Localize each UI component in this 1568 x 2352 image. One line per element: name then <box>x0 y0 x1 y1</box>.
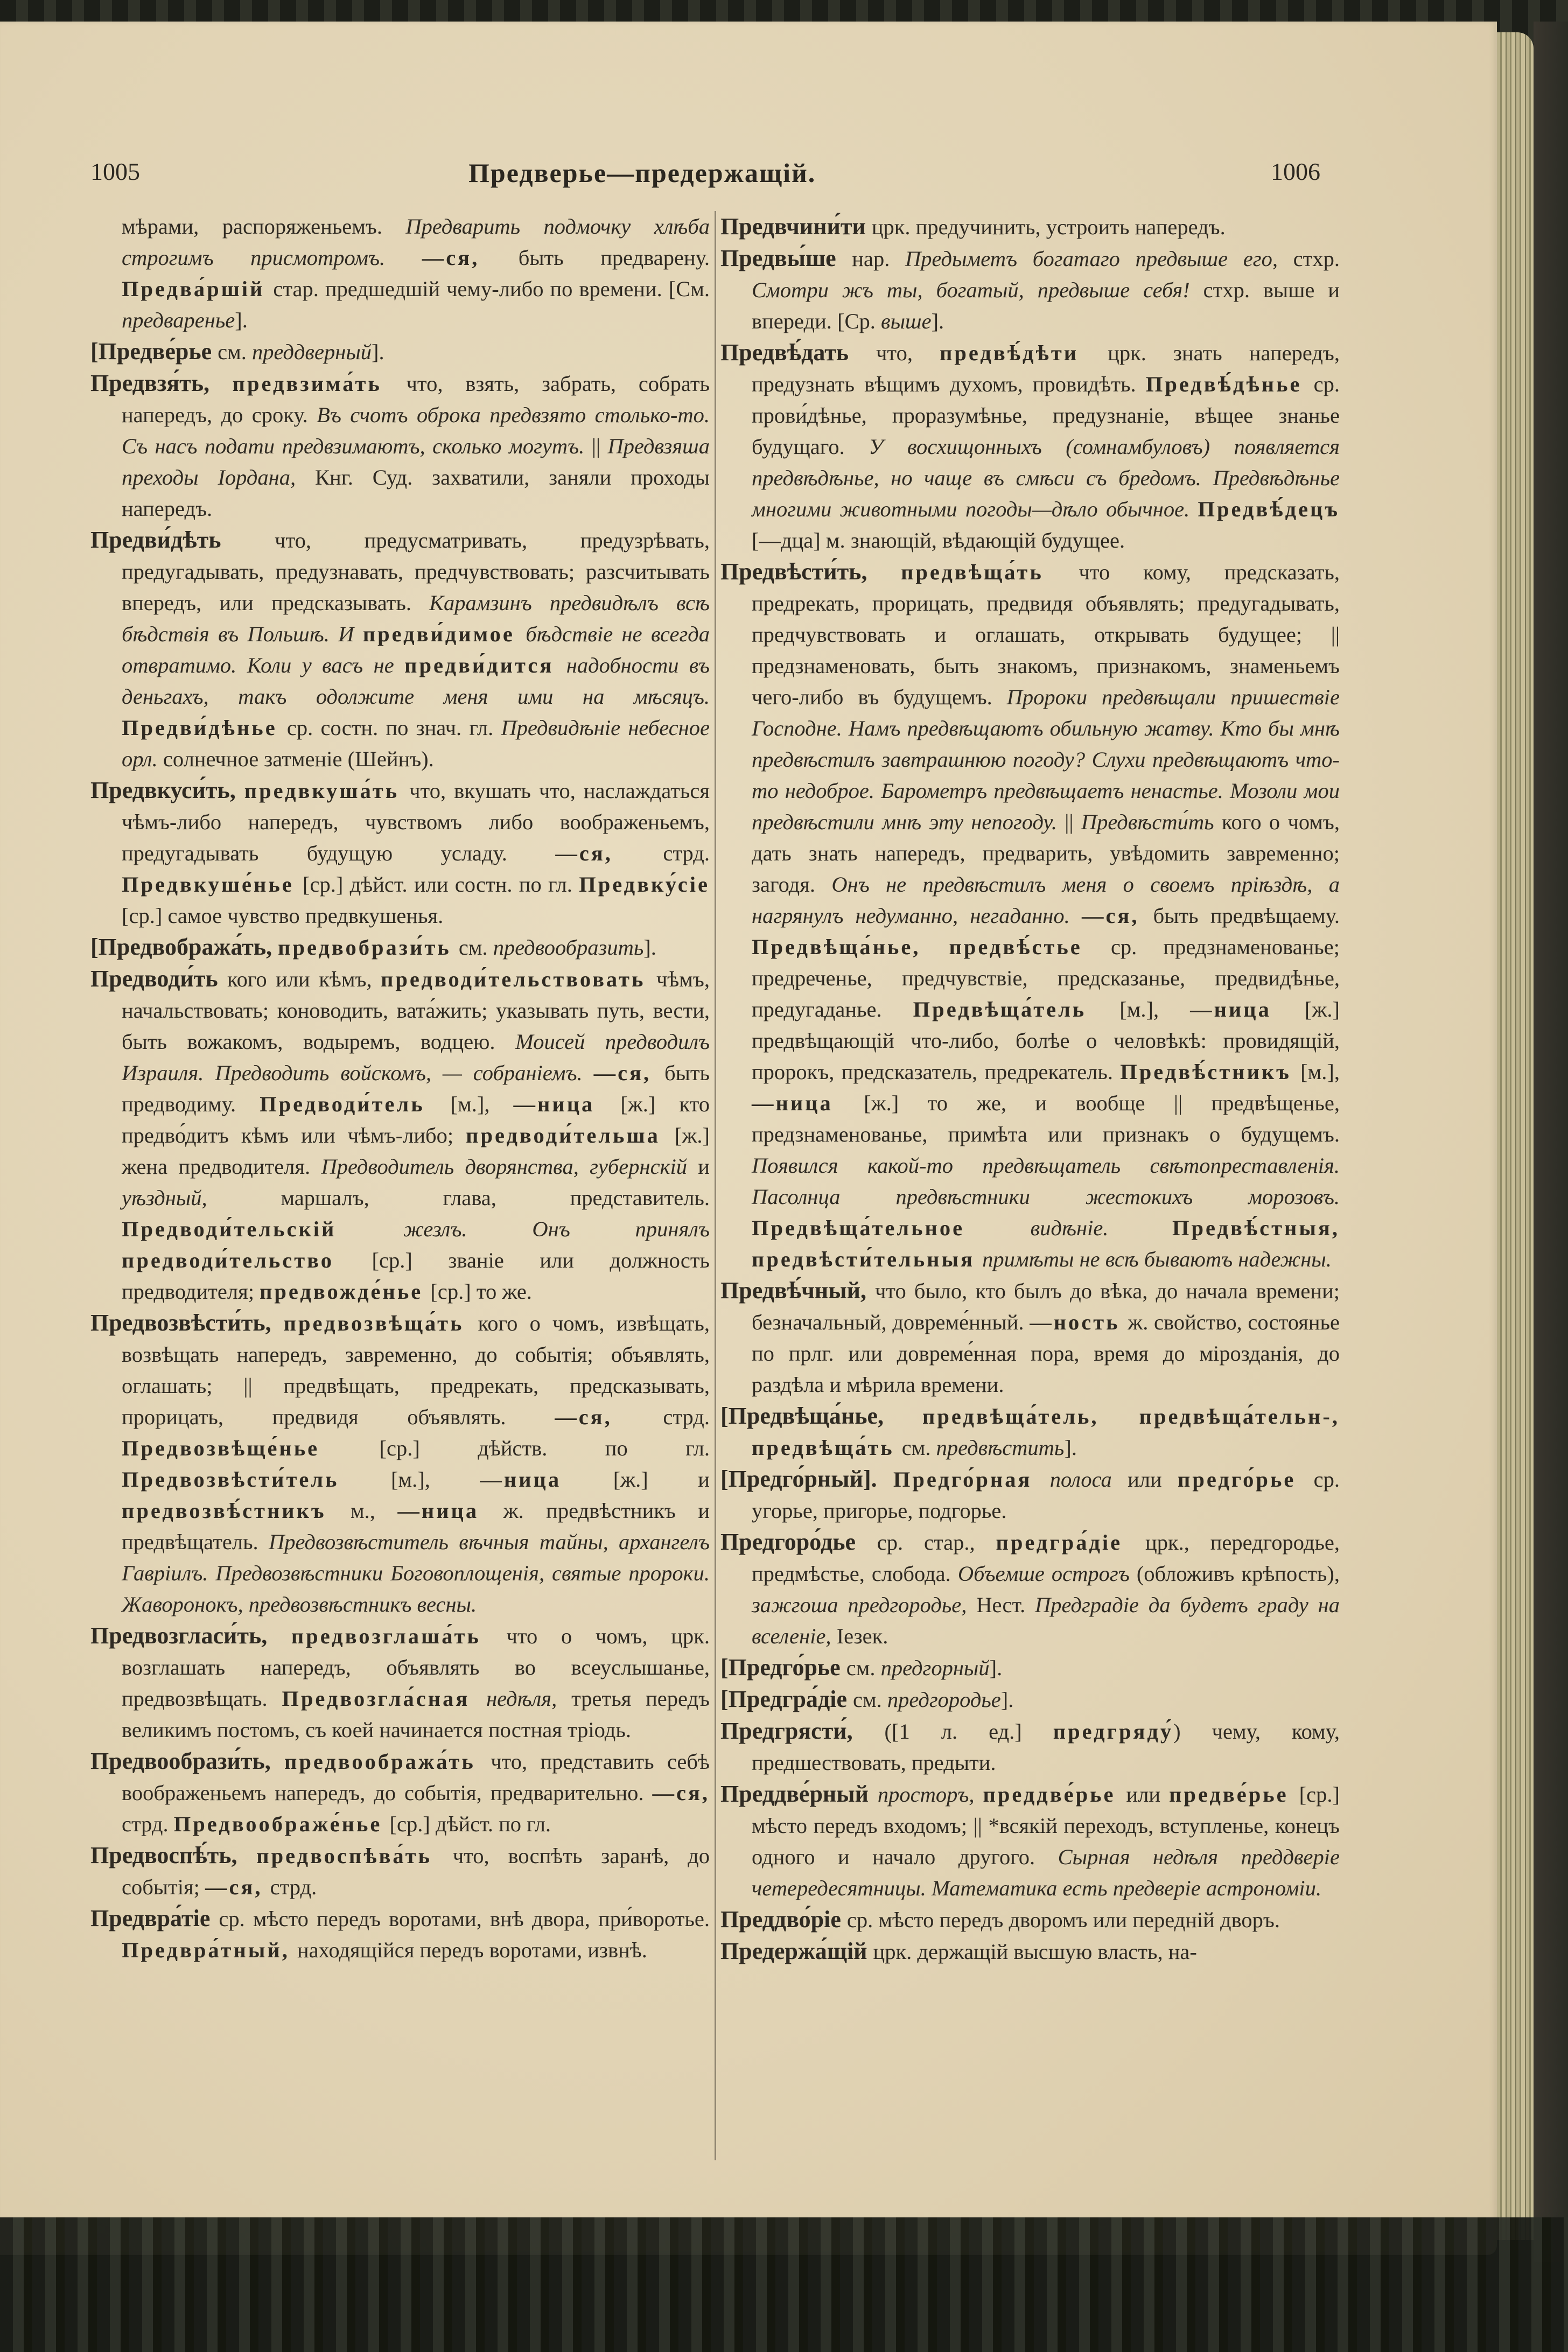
dictionary-entry <box>720 1652 1340 1684</box>
dictionary-entry <box>90 336 710 368</box>
page-title: Предверье—предержащій. <box>468 158 816 188</box>
example-text: недѣля, <box>486 1686 572 1711</box>
example-text: Моисей предводилъ Израиля. Предводить войскомъ, — собраніемъ. <box>122 1030 710 1085</box>
definition-text: [ср.] то же. <box>430 1279 532 1304</box>
definition-text: что кому, предсказать, предрекать, прорицать, предвидя объявлять; предугадывать, предчувствовать и оглашать, открывать будущее; || предзнаменовать, быть знакомъ, признакомъ, знаменьемъ чего-либо въ будущемъ. <box>752 560 1340 709</box>
book-binding <box>1534 22 1568 2262</box>
example-text: Предвзяша преходы Iордана, <box>122 434 710 489</box>
derived-form: —ся, <box>555 1405 663 1429</box>
derived-form: Предвѣ́стникъ <box>1120 1060 1301 1084</box>
definition-text: [м.], <box>391 1467 480 1492</box>
dictionary-entry <box>90 1307 710 1620</box>
definition-text: ]. <box>989 1656 1003 1680</box>
definition-text: быть предводиму. <box>122 1061 710 1116</box>
derived-form: предвозглаша́ть <box>291 1624 507 1648</box>
dictionary-entry <box>720 1527 1340 1652</box>
definition-text: [ср.] званіе или должность предводителя; <box>122 1248 710 1304</box>
definition-text: что, воспѣть заранѣ, до событія; <box>122 1844 710 1899</box>
derived-form: Предвку́сіе <box>579 872 710 897</box>
example-text: Предварить подмочку хлѣба строгимъ присмотромъ. <box>122 214 710 270</box>
derived-form: —ся, <box>652 1781 710 1805</box>
definition-text: црк. держащій высшую власть, на- <box>873 1940 1197 1964</box>
headword: [Предвѣща́нье, <box>720 1403 923 1429</box>
derived-form: —ница <box>397 1499 503 1523</box>
book-page <box>0 22 1497 2255</box>
example-text: просторъ, <box>877 1782 983 1807</box>
definition-text: [ср.] мѣсто передъ входомъ; || *всякій переходъ, вступленье, конецъ одного и начало другого. <box>752 1782 1340 1869</box>
example-text: уѣздный, <box>122 1186 281 1210</box>
dictionary-entry <box>720 243 1340 337</box>
example-text: Предыметъ богатаго предвыше его, <box>905 247 1293 271</box>
definition-text: [м.], <box>450 1092 514 1116</box>
definition-text: мѣрами, распоряженьемъ. <box>122 214 406 239</box>
example-text: выше <box>881 309 932 333</box>
example-text: Предвозвѣститель вѣчныя тайны, архангелъ Гавріилъ. Предвозвѣстники Боговоплощенія, святые пророки. Жаворонокъ, предвозвѣстникъ весны. <box>122 1530 710 1616</box>
derived-form: Предвозгла́сная <box>282 1686 487 1711</box>
page-edges <box>1497 32 1534 2240</box>
definition-text: [ср.] дѣйст. или состн. по гл. <box>303 872 579 897</box>
definition-text: что о чомъ, црк. возглашать напередъ, объявлять во всеуслышанье, предвозвѣщать. <box>122 1624 710 1711</box>
definition-text: ср. стар., <box>877 1530 996 1555</box>
definition-text: црк. знать напередъ, предузнать вѣщимъ духомъ, провидѣть. <box>752 341 1340 396</box>
example-text: Сырная недѣля преддверіе четередесятницы. Математика есть предверіе астрономіи. <box>752 1845 1340 1900</box>
definition-text: ср. состн. по знач. гл. <box>286 716 501 740</box>
derived-form: Предвѣ́дѣнье <box>1145 372 1314 396</box>
right-column <box>720 211 1340 1968</box>
derived-form: предводи́тельша <box>466 1123 675 1147</box>
example-text: Онъ не предвѣстилъ меня о своемъ пріѣздѣ, а нагрянулъ недуманно, негаданно. <box>752 872 1340 928</box>
derived-form: —ница <box>513 1092 621 1116</box>
definition-text: Iезек. <box>836 1624 888 1648</box>
dictionary-entry <box>90 932 710 963</box>
derived-form: Предва́ршій <box>122 277 274 301</box>
definition-text: ]. <box>643 935 656 960</box>
derived-form: Предвра́тный, <box>122 1938 297 1962</box>
definition-text: ср. мѣсто передъ воротами, внѣ двора, при́воротье. <box>219 1907 710 1931</box>
derived-form: преддве́рье <box>983 1782 1126 1807</box>
derived-form: предвкуша́ть <box>244 779 410 803</box>
example-text: предвообразить <box>493 935 644 960</box>
headword: Предгоро́дье <box>720 1529 877 1555</box>
definition-text: стрд. <box>122 1812 174 1836</box>
definition-text: быть предварену. <box>518 246 710 270</box>
definition-text: црк., передгородье, предмѣстье, слобода. <box>752 1530 1340 1586</box>
derived-form: предвозвѣ́стникъ <box>122 1499 351 1523</box>
headword: Предвчини́ти <box>720 213 872 240</box>
headword: Предви́дѣть <box>90 527 275 553</box>
example-text: зажгоша предгородье, <box>752 1593 977 1617</box>
headword: Предгрясти́, <box>720 1718 885 1744</box>
example-text: предгородье <box>887 1688 1001 1712</box>
example-text: предвѣстить <box>936 1436 1065 1460</box>
definition-text: солнечное затменіе (Шейнъ). <box>163 747 434 771</box>
headword: [Предвобража́ть, <box>90 934 278 960</box>
definition-text: м., <box>351 1499 398 1523</box>
dictionary-entry <box>90 368 710 524</box>
derived-form: предгряду́ <box>1053 1719 1174 1744</box>
definition-text: [ср.] дѣйств. по гл. <box>379 1436 710 1460</box>
definition-text: ([1 л. ед.] <box>884 1719 1053 1744</box>
example-text: Предградіе да будетъ граду на вселеніе, <box>752 1593 1340 1648</box>
headword: Предвозвѣсти́ть, <box>90 1310 284 1336</box>
headword: Предвозгласи́ть, <box>90 1622 291 1649</box>
derived-form: Предвкуше́нье <box>122 872 303 897</box>
headword: Предвра́тіе <box>90 1905 219 1931</box>
example-text: Появился какой-то предвѣщатель свѣтопреставленія. Пасолнца предвѣстники жестокихъ морозовъ. <box>752 1153 1340 1209</box>
derived-form: предвѣща́ть <box>901 560 1079 584</box>
definition-text: и <box>698 1154 710 1179</box>
derived-form: предви́дится <box>404 653 566 677</box>
example-text: бѣдствіе не всегда отвратимо. Коли у васъ не <box>122 622 710 677</box>
definition-text: [—дца] м. знающій, вѣдающій будущее. <box>752 528 1125 552</box>
definition-text: [м.], <box>1119 997 1191 1021</box>
derived-form: предвообража́ть <box>284 1749 491 1774</box>
derived-form: Предвѣ́стныя, предвѣсти́тельныя <box>752 1216 1340 1271</box>
example-text: Въ счотъ оброка предвзято столько-то. Съ насъ подати предвзимаютъ, сколько могутъ. <box>122 403 710 458</box>
headword: Преддво́ріе <box>720 1906 847 1933</box>
example-text: У восхищонныхъ (сомнамбуловъ) появляется предвѣдѣнье, но чаще въ смѣси съ бредомъ. Предвѣдѣнье многими животными погоды—дѣло обычное. <box>752 435 1340 521</box>
derived-form: Предводи́тель <box>260 1092 451 1116</box>
background-cloth-bottom <box>0 2217 1568 2352</box>
headword: Преддве́рный <box>720 1781 878 1807</box>
dictionary-entry <box>90 963 710 1307</box>
derived-form: предвозвѣща́ть <box>283 1311 478 1335</box>
derived-form: —ся, <box>422 246 519 270</box>
derived-form: предве́рье <box>1169 1782 1299 1807</box>
derived-form: Предводи́тельскій <box>122 1217 404 1241</box>
example-text: Предвѣсти́ть <box>1081 810 1222 834</box>
example-text: предвареньe <box>122 308 235 332</box>
derived-form: Предви́дѣнье <box>122 716 287 740</box>
dictionary-entry <box>720 1904 1340 1936</box>
derived-form: Предвозвѣще́нье <box>122 1436 380 1460</box>
headword: Предвоспѣ́ть, <box>90 1842 257 1868</box>
definition-text: ]. <box>1000 1688 1014 1712</box>
dictionary-entry <box>720 1401 1340 1464</box>
headword: Предвзя́ть, <box>90 370 233 396</box>
derived-form: предвожде́нье <box>260 1279 431 1304</box>
definition-text: ср. угорье, пригорье, подгорье. <box>752 1467 1340 1523</box>
derived-form: —ница <box>752 1091 864 1115</box>
definition-text: [ж.] предвѣщающій что-либо, болѣе о человѣкѣ: провидящій, пророкъ, предсказатель, предрекатель. <box>752 997 1340 1084</box>
headword: Предвкуси́ть, <box>90 777 244 803</box>
derived-form: предводи́тельство <box>122 1248 372 1272</box>
headword: Предвы́ше <box>720 245 852 271</box>
definition-text: [ж.] жена предводителя. <box>122 1123 710 1179</box>
definition-text: ср. мѣсто передъ дворомъ или передній дворъ. <box>846 1908 1280 1932</box>
example-text: преддверный <box>251 340 372 364</box>
definition-text: Кнг. Суд. захватили, заняли проходы напередъ. <box>122 465 710 521</box>
derived-form: предводи́тельствовать <box>381 967 656 991</box>
page-number-left: 1005 <box>90 158 140 185</box>
derived-form: —ность <box>1030 1310 1128 1334</box>
column-divider <box>715 211 716 2160</box>
definition-text: что, предусматривать, предузрѣвать, предугадывать, предузнавать, предчувствовать; разсчитывать впередъ, или предсказывать. <box>122 528 710 615</box>
definition-text: маршалъ, глава, представитель. <box>281 1186 710 1210</box>
example-text: жезлъ. Онъ принялъ <box>403 1217 710 1241</box>
headword: Предержа́щій <box>720 1938 873 1964</box>
definition-text: [ж.] кто предво́дитъ кѣмъ или чѣмъ-либо; <box>122 1092 710 1147</box>
definition-text: что, вкушать что, наслаждаться чѣмъ-либо напередъ, чувствомъ либо воображеньемъ, предугадывать будущую усладу. <box>122 779 710 865</box>
definition-text: ]. <box>372 340 384 364</box>
definition-text: стар. предшедшій чему-либо по времени. [См. <box>273 277 710 301</box>
derived-form: Предвоображе́нье <box>173 1812 390 1836</box>
page-number-right: 1006 <box>1271 158 1320 185</box>
dictionary-entry <box>720 1464 1340 1527</box>
example-text: надобности въ деньгахъ, такъ одолжите меня ими на мѣсяцъ. <box>122 653 710 709</box>
derived-form: —ница <box>480 1467 613 1492</box>
definition-text: кого о чомъ, дать знать напередъ, предварить, увѣдомить завременно; загодя. <box>752 810 1340 897</box>
definition-text: см. <box>846 1656 881 1680</box>
example-text: Пророки предвѣщали пришествіе Господне. Намъ предвѣщаютъ обильную жатву. Кто бы мнѣ предвѣстилъ завтрашнюю погоду? Слухи предвѣщаютъ что-то недоброе. Барометръ предвѣщаетъ ненастье. Мозоли мои предвѣстили мнѣ эту непогоду. <box>752 685 1340 834</box>
definition-text: нар. <box>852 247 906 271</box>
derived-form: Предго́рная <box>893 1467 1050 1492</box>
definition-text: ]. <box>235 308 248 332</box>
dictionary-entry <box>90 1620 710 1746</box>
headword: [Предве́рье <box>90 338 218 365</box>
example-text: Предвидѣніе небесное орл. <box>122 716 710 771</box>
derived-form: Предвѣ́децъ <box>1198 497 1340 521</box>
definition-text: стрд. <box>663 841 710 865</box>
dictionary-entry <box>90 1746 710 1840</box>
dictionary-entry <box>720 1716 1340 1779</box>
example-text: полоса <box>1049 1467 1128 1492</box>
definition-text: см. <box>458 935 493 960</box>
running-head <box>0 157 1497 195</box>
derived-form: —ся, <box>555 841 663 865</box>
derived-form: предгра́діе <box>996 1530 1146 1555</box>
definition-text: стхр. <box>1293 247 1340 271</box>
derived-form: —ся, <box>1081 904 1153 928</box>
dictionary-entry <box>720 1779 1340 1904</box>
example-text: примѣты не всѣ бываютъ надежны. <box>982 1247 1332 1271</box>
definition-text: црк. предучинить, устроить напередъ. <box>871 215 1226 239</box>
definition-text: третья передъ великимъ постомъ, съ коей начинается постная тріодь. <box>122 1686 710 1742</box>
dictionary-entry <box>90 775 710 932</box>
left-column <box>90 211 710 1966</box>
dictionary-entry <box>90 1840 710 1903</box>
definition-text: ж. свойство, состоянье по прлг. или довреме́нная пора, время до мірозданія, до раздѣла и мѣрила времени. <box>752 1310 1340 1397</box>
derived-form: —ся, <box>593 1061 664 1085</box>
definition-text: см. <box>901 1436 936 1460</box>
definition-text: Нест. <box>976 1593 1035 1617</box>
dictionary-entry <box>720 1936 1340 1968</box>
definition-text: чѣмъ, начальствовать; коноводить, вата́жить; указывать путь, вести, быть вожакомъ, водыремъ, водцею. <box>122 967 710 1054</box>
definition-text: [ср.] самое чувство предвкушенья. <box>122 904 444 928</box>
definition-text: см. <box>218 340 252 364</box>
derived-form: Предвѣща́тель <box>913 997 1120 1021</box>
example-text: видѣніе. <box>1030 1216 1172 1240</box>
definition-text: ]. <box>1064 1436 1077 1460</box>
derived-form: предви́димое <box>362 622 526 646</box>
definition-text: [ср.] дѣйст. по гл. <box>389 1812 551 1836</box>
definition-text: быть предвѣщаему. <box>1153 904 1340 928</box>
definition-text: (обложивъ крѣпость), <box>1136 1562 1340 1586</box>
headword: Предвѣ́чный, <box>720 1277 875 1304</box>
derived-form: предвобрази́ть <box>278 935 459 960</box>
definition-text: ср. прови́дѣнье, проразумѣнье, предузнаніе, вѣщее знанье будущаго. <box>752 372 1340 459</box>
definition-text: стрд. <box>270 1875 317 1899</box>
definition-text: кого или кѣмъ, <box>227 967 381 991</box>
headword: Предвѣ́дать <box>720 339 877 366</box>
definition-text: стхр. выше и впереди. [Ср. <box>752 278 1340 333</box>
definition-text: что, взять, забрать, собрать напередъ, до сроку. <box>122 372 710 427</box>
example-text: Карамзинъ предвидѣлъ всѣ бѣдствія въ Польшѣ. И <box>122 591 710 646</box>
definition-text: [ж.] то же, и вообще || предвѣщенье, предзнаменованье, примѣта или признакъ о будущемъ. <box>752 1091 1340 1146</box>
headword: Предвѣсти́ть, <box>720 558 901 585</box>
definition-text: что, представить себѣ воображеньемъ напередъ, до событія, предварительно. <box>122 1749 710 1805</box>
definition-text: || <box>1065 810 1081 834</box>
derived-form: Предвѣща́нье, предвѣ́стье <box>752 935 1111 959</box>
derived-form: предвѣ́дѣти <box>940 341 1108 365</box>
headword: Предводи́ть <box>90 965 227 992</box>
definition-text: находящійся передъ воротами, извнѣ. <box>297 1938 647 1962</box>
dictionary-entry <box>90 524 710 775</box>
derived-form: предвѣща́тель, предвѣща́тельн-, предвѣща́ть <box>752 1404 1340 1460</box>
definition-text: ж. предвѣстникъ и предвѣщатель. <box>122 1499 710 1554</box>
dictionary-entry <box>720 1684 1340 1716</box>
definition-text: кого о чомъ, извѣщать, возвѣщать напередъ, завременно, до событія; объявлять, оглашать; || предвѣщать, предрекать, предсказывать, прорицать, предвидя объявлять. <box>122 1311 710 1429</box>
definition-text: что, <box>876 341 940 365</box>
definition-text: || <box>591 434 608 458</box>
derived-form: Предвѣща́тельное <box>752 1216 1031 1240</box>
dictionary-entry <box>90 211 710 336</box>
example-text: предгорный <box>880 1656 990 1680</box>
definition-text: или <box>1128 1467 1178 1492</box>
headword: [Предго́рный]. <box>720 1466 893 1492</box>
dictionary-entry <box>720 337 1340 556</box>
derived-form: предго́рье <box>1178 1467 1314 1492</box>
derived-form: предвзима́ть <box>232 372 407 396</box>
dictionary-entry <box>720 1275 1340 1401</box>
definition-text: ср. предзнаменованье; предреченье, предчувствіе, предсказанье, предвидѣнье, предугаданье. <box>752 935 1340 1021</box>
definition-text: стрд. <box>663 1405 710 1429</box>
headword: [Предгра́діе <box>720 1686 853 1712</box>
example-text: Предводитель дворянства, губернскій <box>321 1154 698 1179</box>
dictionary-entry <box>720 211 1340 243</box>
definition-text: см. <box>853 1688 887 1712</box>
derived-form: —ся, <box>205 1875 270 1899</box>
definition-text: ) чему, кому, предшествовать, предыти. <box>752 1719 1340 1775</box>
dictionary-entry <box>720 556 1340 1275</box>
definition-text: [м.], <box>1300 1060 1340 1084</box>
derived-form: предвоспѣва́ть <box>256 1844 453 1868</box>
derived-form: Предвозвѣсти́тель <box>122 1467 391 1492</box>
headword: Предвообрази́ть, <box>90 1748 285 1774</box>
definition-text: или <box>1126 1782 1170 1807</box>
definition-text: ]. <box>931 309 944 333</box>
example-text: Объемше острогъ <box>957 1562 1137 1586</box>
headword: [Предго́рье <box>720 1654 846 1681</box>
derived-form: —ница <box>1190 997 1305 1021</box>
example-text: Смотри жъ ты, богатый, предвыше себя! <box>752 278 1203 302</box>
definition-text: [ж.] и <box>613 1467 710 1492</box>
definition-text: что было, кто былъ до вѣка, до начала времени; безначальный, довреме́нный. <box>752 1279 1340 1334</box>
dictionary-entry <box>90 1903 710 1966</box>
